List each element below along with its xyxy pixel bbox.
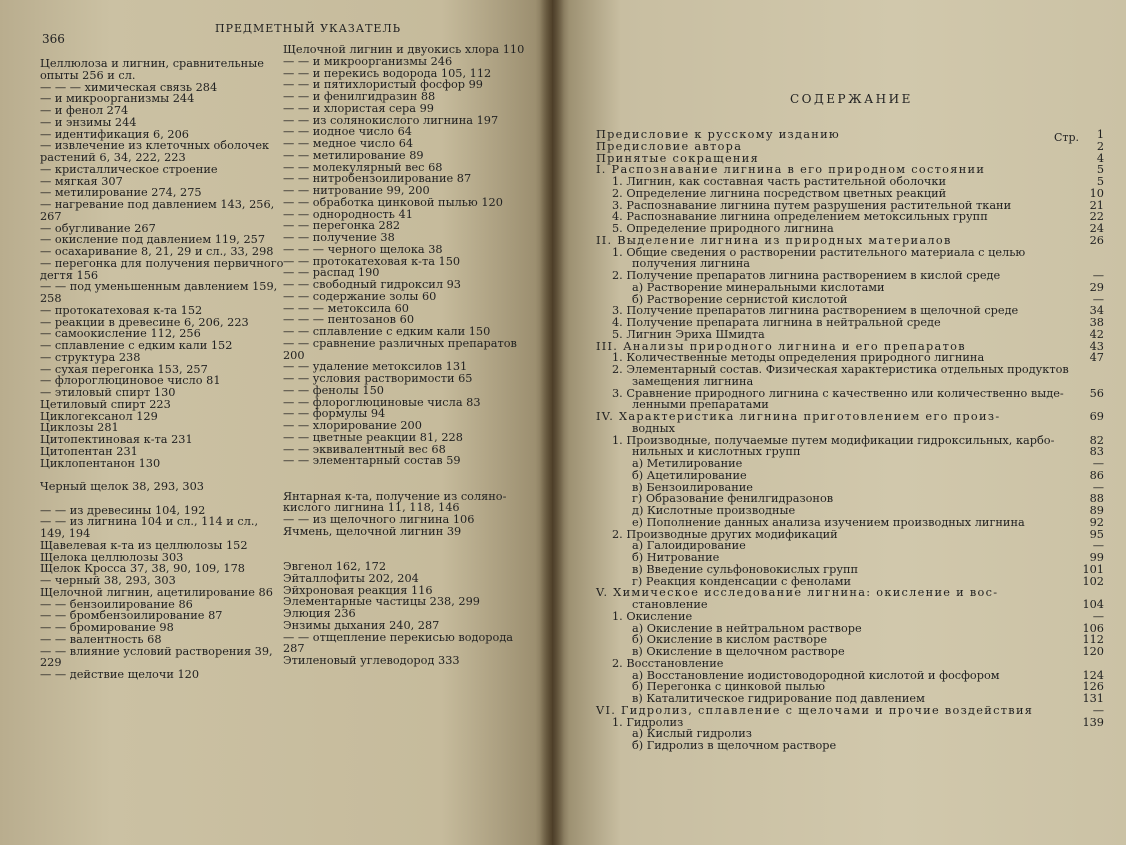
index-entry: Циклозы 281 [40, 421, 119, 435]
index-entry: Черный щелок 38, 293, 303 [40, 480, 204, 493]
toc-entry [596, 411, 1104, 423]
toc-entry-title: 1. Гидролиз [612, 715, 684, 729]
index-entry: — извлечение из клеточных оболочек [40, 139, 270, 153]
index-entry: — кристаллическое строение [40, 162, 218, 176]
index-entry [40, 493, 272, 505]
toc-entry-title: 3. Распознавание лигнина путем разрушения растительной ткани [612, 198, 1012, 212]
toc-entry [596, 141, 1104, 153]
index-entry: Этиленовый углеводород 333 [283, 654, 460, 667]
page-number: 366 [42, 32, 65, 46]
index-entry: — — распад 190 [283, 266, 380, 280]
index-entry: — — удаление метоксилов 131 [283, 360, 468, 374]
index-entry: — — иодное число 64 [283, 125, 412, 139]
index-entry: Янтарная к-та, получение из соляно- [283, 489, 507, 503]
index-entry: — — отщепление перекисью водорода [283, 630, 514, 644]
toc-entry-title: в) Введение сульфоновокислых групп [632, 562, 859, 576]
index-entry: — идентификация 6, 206 [40, 127, 189, 141]
toc-entry-title: 3. Получение препаратов лигнина растворением в щелочной среде [612, 304, 1019, 318]
index-entry: — — бромбензоилирование 87 [40, 609, 223, 623]
index-entry: Элементарные частицы 238, 299 [283, 595, 480, 609]
page-column-label: Стр. [1054, 131, 1080, 144]
toc-entry-title: 2. Восстановление [612, 656, 724, 670]
toc-entry-title: замещения лигнина [632, 374, 754, 388]
index-entry: — флороглюциновое число 81 [40, 374, 221, 388]
toc-entry-title: 1. Количественные методы определения природного лигнина [612, 351, 985, 365]
index-entry: — мягкая 307 [40, 174, 123, 188]
toc-entry-title: б) Ацетилирование [632, 468, 747, 482]
toc-entry-title: 5. Лигнин Эриха Шмидта [612, 327, 765, 341]
index-entry: — — сравнение различных препаратов [283, 336, 517, 350]
index-entry: — обугливание 267 [40, 221, 156, 235]
index-entry: — — — черного щелока 38 [283, 242, 443, 256]
index-entry: — — из солянокислого лигнина 197 [283, 113, 499, 127]
index-entry: 267 [40, 209, 62, 223]
index-entry: 200 [283, 348, 305, 362]
index-entry: — этиловый спирт 130 [40, 386, 176, 399]
toc-entry-page: — [1092, 269, 1104, 282]
index-entry: Цетиловый спирт 223 [40, 397, 171, 411]
index-entry: Щелока целлюлозы 303 [40, 550, 184, 564]
toc-entry-page: 56 [1089, 386, 1104, 400]
toc-entry-title: 2. Определение лигнина посредством цветных реакций [612, 186, 947, 200]
index-entry: — — медное число 64 [283, 137, 414, 150]
toc-entry-title: а) Восстановление иодистоводородной кислотой и фосфором [632, 668, 1000, 682]
toc-entry-page: 82 [1089, 433, 1104, 447]
index-entry: — — — метоксила 60 [283, 301, 409, 315]
index-entry: — — свободный гидроксил 93 [283, 278, 461, 291]
index-entry: — перегонка для получения первичного [40, 256, 284, 270]
toc-entry-title: ленными препаратами [632, 398, 769, 412]
index-entry: дегтя 156 [40, 268, 99, 282]
toc-entry-title: 3. Сравнение природного лигнина с качественно или количественно выде- [612, 386, 1064, 400]
index-entry: 287 [283, 642, 305, 656]
toc-entry-page: 1 [1096, 128, 1104, 141]
toc-entry-title: Принятые сокращения [596, 151, 760, 165]
index-entry: — и микроорганизмы 244 [40, 92, 195, 106]
toc-entry [596, 282, 1104, 294]
toc-entry-page: 34 [1089, 304, 1104, 318]
index-entry: Щелок Кросса 37, 38, 90, 109, 178 [40, 562, 245, 576]
toc-entry-page: 22 [1089, 210, 1104, 224]
toc-entry-title: а) Галоидирование [632, 539, 746, 553]
index-entry: — — влияние условий растворения 39, [40, 644, 273, 658]
index-entry: Энзимы дыхания 240, 287 [283, 618, 440, 632]
toc-entry-title: 4. Распознавание лигнина определением метоксильных групп [612, 210, 988, 224]
toc-entry-page: 112 [1082, 633, 1104, 647]
index-entry: — — перегонка 282 [283, 219, 401, 233]
toc-entry-title: 1. Общие сведения о растворении растительного материала с целью [612, 245, 1026, 259]
toc-entry-page: 126 [1082, 680, 1104, 694]
index-entry: Щавелевая к-та из целлюлозы 152 [40, 538, 248, 552]
toc-entry-page: 95 [1089, 527, 1104, 541]
toc-entry [596, 552, 1104, 564]
toc-entry-title: г) Образование фенилгидразонов [632, 492, 834, 506]
toc-entry [596, 693, 1104, 705]
index-entry: Циклопентанон 130 [40, 456, 161, 470]
toc-entry-page: 89 [1089, 504, 1104, 517]
index-entry: — — и пятихлористый фосфор 99 [283, 78, 483, 92]
toc-entry [596, 376, 1104, 388]
index-column-2 [283, 44, 523, 667]
toc-entry-title: II. Выделение лигнина из природных материалов [596, 233, 952, 247]
toc-entry-title: д) Кислотные производные [632, 504, 796, 517]
toc-entry-page: 5 [1096, 175, 1104, 188]
toc-entry-page: 102 [1082, 574, 1104, 588]
index-entry: — — молекулярный вес 68 [283, 160, 443, 174]
toc-entry-page: — [1092, 703, 1104, 717]
toc-entry-title: в) Окисление в щелочном растворе [632, 645, 845, 658]
toc-entry-title: III. Анализы природного лигнина и его препаратов [596, 339, 966, 353]
toc-entry-title: а) Метилирование [632, 457, 743, 470]
toc-entry-title: 2. Производные других модификаций [612, 527, 838, 541]
toc-entry [596, 658, 1104, 670]
index-entry: — и фенол 274 [40, 104, 129, 117]
index-entry: — — и микроорганизмы 246 [283, 54, 453, 68]
index-entry: — — бензоилирование 86 [40, 597, 193, 611]
toc-entry [596, 505, 1104, 517]
toc-entry [596, 423, 1104, 435]
toc-entry [596, 176, 1104, 188]
index-entry: — — — химическая связь 284 [40, 80, 218, 94]
toc-entry-title: становление [632, 598, 708, 611]
index-entry: — — эквивалентный вес 68 [283, 442, 446, 456]
toc-entry-page: 21 [1089, 198, 1104, 212]
index-entry: растений 6, 34, 222, 223 [40, 151, 186, 164]
toc-entry-page: — [1092, 539, 1104, 553]
toc-entry-page: 26 [1089, 233, 1104, 247]
index-entry: — — протокатеховая к-та 150 [283, 254, 461, 268]
toc-entry [596, 470, 1104, 482]
index-entry [283, 467, 523, 479]
index-entry: — нагревание под давлением 143, 256, [40, 198, 275, 211]
index-entry: — — и перекись водорода 105, 112 [283, 66, 492, 80]
toc-entry [596, 317, 1104, 329]
index-entry: — — и хлористая сера 99 [283, 101, 434, 115]
index-entry: Щелочной лигнин и двуокись хлора 110 [283, 43, 525, 56]
index-entry: — — метилирование 89 [283, 148, 424, 162]
index-entry: — осахаривание 8, 21, 29 и сл., 33, 298 [40, 245, 274, 258]
toc-entry-page: 42 [1089, 327, 1104, 341]
index-entry: Циклогексанол 129 [40, 409, 158, 423]
toc-entry-page: 99 [1089, 551, 1104, 564]
toc-entry-page: 69 [1089, 410, 1104, 423]
index-entry: — — однородность 41 [283, 207, 413, 221]
toc-entry-page: 38 [1089, 316, 1104, 329]
toc-entry [596, 740, 1104, 752]
index-entry: — сухая перегонка 153, 257 [40, 362, 208, 376]
toc-entry-page: 101 [1082, 562, 1104, 576]
toc-entry-title: б) Перегонка с цинковой пылью [632, 680, 825, 694]
toc-entry-title: Предисловие к русскому изданию [596, 128, 841, 141]
toc-entry-title: 1. Производные, получаемые путем модификации гидроксильных, карбо- [612, 433, 1055, 447]
left-page [0, 0, 552, 845]
index-entry: — — и фенилгидразин 88 [283, 90, 436, 103]
toc-entry-page: 83 [1089, 445, 1104, 459]
toc-entry [596, 223, 1104, 235]
index-entry: — — нитрование 99, 200 [283, 184, 430, 197]
toc-entry [596, 705, 1104, 717]
toc-entry-title: б) Гидролиз в щелочном растворе [632, 739, 837, 752]
index-entry: Ячмень, щелочной лигнин 39 [283, 524, 462, 538]
running-head: ПРЕДМЕТНЫЙ УКАЗАТЕЛЬ [215, 22, 402, 35]
toc-entry-title: а) Кислый гидролиз [632, 727, 752, 741]
toc-entry-title: в) Бензоилирование [632, 480, 753, 494]
toc-entry-page: 43 [1089, 339, 1104, 353]
index-entry: — черный 38, 293, 303 [40, 574, 176, 587]
toc-entry-title: а) Окисление в нейтральном растворе [632, 621, 862, 635]
toc-entry-page: 88 [1089, 492, 1104, 506]
index-entry: кислого лигнина 11, 118, 146 [283, 501, 460, 515]
toc-entry-title: 1. Окисление [612, 609, 693, 623]
index-entry: — — флороглюциновые числа 83 [283, 395, 481, 409]
index-entry: — — действие щелочи 120 [40, 668, 200, 681]
index-column-1 [40, 57, 284, 681]
index-entry: — протокатеховая к-та 152 [40, 303, 203, 317]
index-entry: Целлюлоза и лигнин, сравнительные [40, 57, 264, 70]
toc-entry-page: 4 [1096, 151, 1104, 165]
right-page [552, 0, 1126, 845]
index-entry: — — из лигнина 104 и сл., 114 и сл., [40, 515, 259, 529]
toc-entry-page: 29 [1089, 280, 1104, 294]
index-entry: — — элементарный состав 59 [283, 454, 461, 468]
toc-entry-title: 2. Элементарный состав. Физическая характеристика отдельных продуктов [612, 363, 1069, 376]
toc-entry-page: — [1092, 292, 1104, 306]
index-entry: 258 [40, 292, 62, 305]
toc-entry [596, 129, 1104, 141]
toc-entry-title: е) Пополнение данных анализа изучением производных лигнина [632, 515, 1025, 529]
index-entry: 149, 194 [40, 527, 91, 540]
toc-entry-title: в) Каталитическое гидрирование под давлением [632, 692, 925, 705]
toc-entry-page: 2 [1096, 139, 1104, 153]
toc-entry-title: V. Химическое исследование лигнина: окисление и вос- [596, 586, 999, 600]
index-entry: — самоокисление 112, 256 [40, 327, 201, 341]
toc-entry-title: водных [632, 421, 676, 435]
index-entry: — — сплавление с едким кали 150 [283, 325, 491, 338]
toc-entry-title: 1. Лигнин, как составная часть растительной оболочки [612, 175, 946, 188]
index-entry: Эвгенол 162, 172 [283, 560, 387, 573]
toc-entry-title: нильных и кислотных групп [632, 445, 801, 459]
toc-entry-title: 2. Получение препаратов лигнина растворением в кислой среде [612, 269, 1001, 282]
index-entry: — — получение 38 [283, 231, 395, 244]
toc-entry [596, 364, 1104, 376]
index-entry: Эйхроновая реакция 116 [283, 583, 433, 597]
index-entry: — структура 238 [40, 350, 141, 364]
toc-entry [596, 517, 1104, 529]
index-entry: опыты 256 и сл. [40, 68, 136, 82]
toc-entry [596, 235, 1104, 247]
toc-entry-page: 131 [1082, 692, 1104, 705]
toc-entry [596, 458, 1104, 470]
toc-title: СОДЕРЖАНИЕ [790, 92, 913, 106]
toc-entry-title: I. Распознавание лигнина в его природном состоянии [596, 163, 986, 177]
toc-entry-title: IV. Характеристика лигнина приготовлением его произ- [596, 410, 1001, 423]
toc-entry [596, 646, 1104, 658]
toc-entry-title: 5. Определение природного лигнина [612, 222, 834, 235]
index-entry: — — — пентозанов 60 [283, 313, 415, 327]
toc-entry-page: 86 [1089, 468, 1104, 482]
toc-entry-title: б) Нитрование [632, 551, 720, 564]
index-entry: — — фенолы 150 [283, 383, 384, 397]
index-entry: Щелочной лигнин, ацетилирование 86 [40, 585, 273, 599]
toc-entry-page: 104 [1082, 598, 1104, 611]
toc-entry [596, 329, 1104, 341]
toc-entry [596, 188, 1104, 200]
index-entry: Цитопектиновая к-та 231 [40, 433, 193, 446]
toc-entry-title: б) Окисление в кислом растворе [632, 633, 828, 647]
index-entry: — — бромирование 98 [40, 621, 174, 634]
index-entry: — реакции в древесине 6, 206, 223 [40, 315, 249, 329]
toc-entry-title: Предисловие автора [596, 139, 743, 153]
toc-entry-title: а) Растворение минеральными кислотами [632, 280, 885, 294]
index-entry: Эйталлофиты 202, 204 [283, 571, 419, 585]
toc-entry [596, 564, 1104, 576]
toc-entry-title: б) Растворение сернистой кислотой [632, 292, 848, 306]
index-entry: — сплавление с едким кали 152 [40, 339, 233, 352]
toc-entry-page: 120 [1082, 645, 1104, 658]
toc-entry-page: — [1092, 457, 1104, 470]
index-entry: — — под уменьшенным давлением 159, [40, 280, 278, 294]
index-entry: — — нитробензоилирование 87 [283, 172, 472, 186]
toc-entry-title: получения лигнина [632, 257, 751, 271]
toc-entry-page: 24 [1089, 222, 1104, 235]
index-entry: — — обработка цинковой пылью 120 [283, 195, 503, 209]
index-entry: — — валентность 68 [40, 632, 162, 646]
index-entry: — — содержание золы 60 [283, 289, 437, 303]
index-entry [283, 479, 523, 491]
table-of-contents [596, 129, 1104, 752]
toc-entry [596, 270, 1104, 282]
index-entry: — — формулы 94 [283, 407, 386, 421]
book-gutter [540, 0, 564, 845]
index-entry: — — условия растворимости 65 [283, 372, 473, 385]
toc-entry-page: 47 [1089, 351, 1104, 365]
index-entry: Элюция 236 [283, 607, 356, 620]
index-entry: — метилирование 274, 275 [40, 186, 202, 200]
toc-entry [596, 611, 1104, 623]
toc-entry-page: 10 [1089, 186, 1104, 200]
toc-entry-title: 4. Получение препарата лигнина в нейтральной среде [612, 316, 941, 329]
toc-entry-title: г) Реакция конденсации с фенолами [632, 574, 852, 588]
index-entry: — окисление под давлением 119, 257 [40, 233, 266, 247]
toc-entry-page: — [1092, 480, 1104, 494]
index-entry: — — из щелочного лигнина 106 [283, 513, 475, 526]
index-entry: — — из древесины 104, 192 [40, 503, 206, 517]
index-entry: — — цветные реакции 81, 228 [283, 430, 463, 444]
index-entry: — и энзимы 244 [40, 115, 137, 129]
toc-entry-page: — [1092, 609, 1104, 623]
toc-entry-page: 5 [1096, 163, 1104, 177]
toc-entry-page: 139 [1082, 715, 1104, 729]
toc-entry-page: 124 [1082, 668, 1104, 682]
toc-entry-page: 92 [1089, 515, 1104, 529]
toc-entry [596, 599, 1104, 611]
index-entry: 229 [40, 656, 62, 670]
index-entry: Цитопентан 231 [40, 444, 138, 458]
toc-entry-title: VI. Гидролиз, сплавление с щелочами и прочие воздействия [596, 703, 1034, 717]
index-entry: — — хлорирование 200 [283, 419, 422, 432]
index-entry [283, 538, 523, 550]
toc-entry-page: 106 [1082, 621, 1104, 635]
